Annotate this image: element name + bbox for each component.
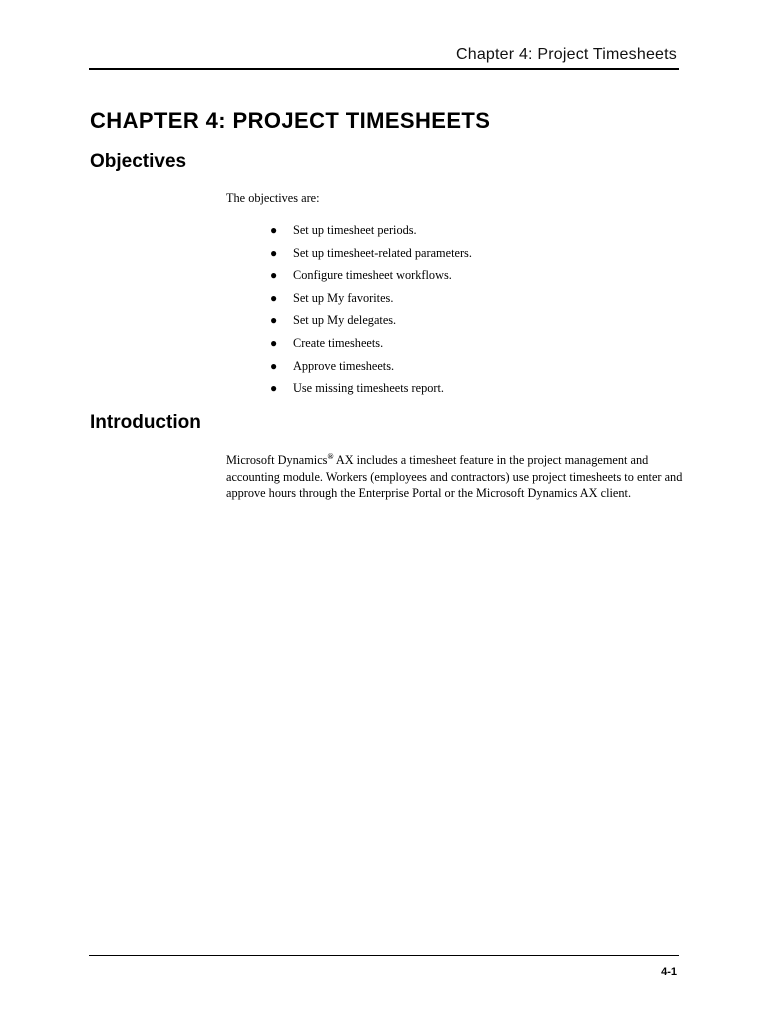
- header-rule: [89, 68, 679, 70]
- page-number: 4-1: [661, 966, 677, 978]
- list-item: [270, 290, 472, 313]
- list-item-text: Create timesheets.: [293, 335, 384, 350]
- bullet-icon: ●: [270, 290, 278, 305]
- chapter-title: CHAPTER 4: PROJECT TIMESHEETS: [90, 108, 491, 133]
- objectives-list: [270, 222, 472, 403]
- list-item-text: Set up timesheet periods.: [293, 223, 417, 237]
- introduction-heading: Introduction: [90, 412, 201, 433]
- objectives-heading: Objectives: [90, 151, 187, 172]
- intro-text-start: Microsoft Dynamics: [226, 453, 328, 467]
- list-item-text: Configure timesheet workflows.: [293, 268, 452, 283]
- list-item-text: Set up timesheet-related parameters.: [293, 245, 472, 260]
- bullet-icon: ●: [270, 268, 278, 283]
- objectives-lead: The objectives are:: [226, 191, 320, 205]
- footer-rule: [89, 955, 679, 956]
- bullet-icon: ●: [270, 313, 278, 328]
- list-item-text: Approve timesheets.: [293, 358, 395, 373]
- list-item-text: Set up My favorites.: [293, 290, 394, 305]
- list-item: [270, 245, 472, 268]
- list-item: [270, 267, 472, 290]
- intro-text-rest: AX includes a timesheet feature in the project management and accounting module. Workers (employees and contractors) use project timesheets to enter and approve hours through the Enterprise Portal or the Microsoft Dynamics AX client.: [226, 453, 683, 500]
- bullet-icon: ●: [270, 335, 278, 350]
- list-item: [270, 335, 472, 358]
- list-item: [270, 358, 472, 381]
- bullet-icon: ●: [270, 223, 278, 237]
- bullet-icon: ●: [270, 245, 278, 260]
- list-item-text: Set up My delegates.: [293, 313, 397, 328]
- list-item-text: Use missing timesheets report.: [293, 381, 444, 396]
- list-item: [270, 312, 472, 335]
- registered-mark: ®: [327, 451, 334, 461]
- list-item: [270, 222, 472, 245]
- list-item: [270, 380, 472, 403]
- bullet-icon: ●: [270, 381, 278, 396]
- bullet-icon: ●: [270, 358, 278, 373]
- introduction-paragraph: [226, 452, 688, 502]
- running-header: Chapter 4: Project Timesheets: [455, 46, 677, 63]
